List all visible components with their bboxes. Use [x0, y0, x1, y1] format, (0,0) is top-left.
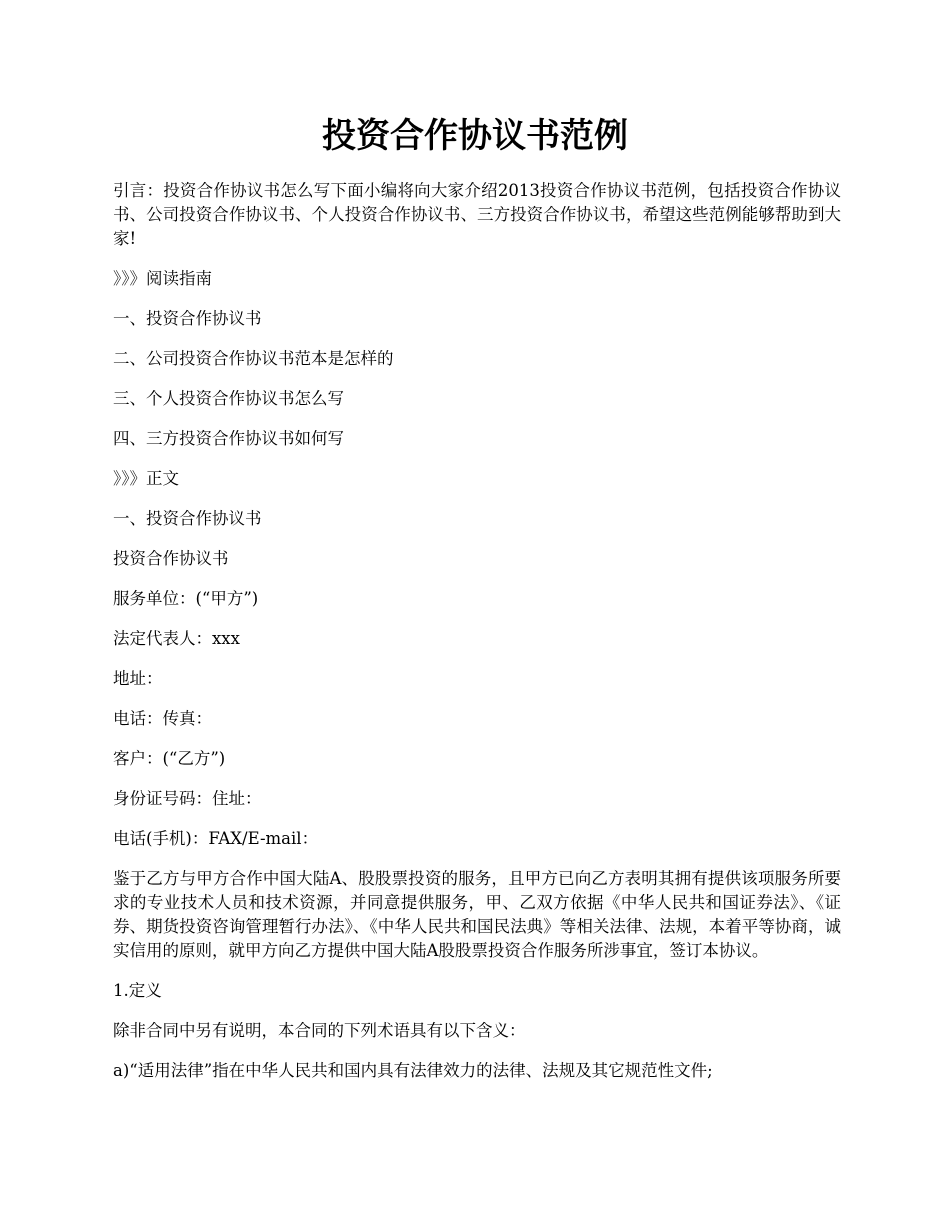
- main-text-heading: 》》》正文: [113, 469, 179, 488]
- document-title: 投资合作协议书范例: [322, 116, 628, 156]
- definitions-intro: 除非合同中另有说明，本合同的下列术语具有以下含义：: [113, 1021, 526, 1040]
- legal-rep-field: 法定代表人：xxx: [113, 629, 240, 648]
- phone-fax-field: 电话：传真：: [113, 709, 212, 728]
- agreement-name: 投资合作协议书: [113, 549, 229, 568]
- guide-item-1: 一、投资合作协议书: [113, 309, 262, 328]
- guide-item-4: 四、三方投资合作协议书如何写: [113, 429, 344, 448]
- document-body: [113, 179, 841, 1099]
- id-address-field: 身份证号码：住址：: [113, 789, 262, 808]
- address-field: 地址：: [113, 669, 163, 688]
- guide-item-3: 三、个人投资合作协议书怎么写: [113, 389, 344, 408]
- intro-paragraph: 引言：投资合作协议书怎么写下面小编将向大家介绍2013投资合作协议书范例，包括投资合作协议书、公司投资合作协议书、个人投资合作协议书、三方投资合作协议书，希望这些范例能够帮助到大家!: [113, 181, 841, 248]
- party-b-field: 客户：(“乙方”): [113, 749, 226, 768]
- mobile-email-field: 电话(手机)：FAX/E-mail：: [113, 829, 319, 848]
- definition-a: a)“适用法律”指在中华人民共和国内具有法律效力的法律、法规及其它规范性文件;: [113, 1061, 713, 1080]
- reading-guide-heading: 》》》阅读指南: [113, 269, 212, 288]
- whereas-paragraph: 鉴于乙方与甲方合作中国大陆A、股股票投资的服务，且甲方已向乙方表明其拥有提供该项服务所要求的专业技术人员和技术资源，并同意提供服务，甲、乙双方依据《中华人民共和国证券法》、《证券、期货投资咨询管理暂行办法》、《中华人民共和国民法典》等相关法律、法规，本着平等协商，诚实信用的原则，就甲方向乙方提供中国大陆A股股票投资合作服务所涉事宜，签订本协议。: [113, 869, 841, 960]
- section-1-heading: 一、投资合作协议书: [113, 509, 262, 528]
- definitions-heading: 1.定义: [113, 981, 162, 1000]
- guide-item-2: 二、公司投资合作协议书范本是怎样的: [113, 349, 394, 368]
- party-a-field: 服务单位：(“甲方”): [113, 589, 259, 608]
